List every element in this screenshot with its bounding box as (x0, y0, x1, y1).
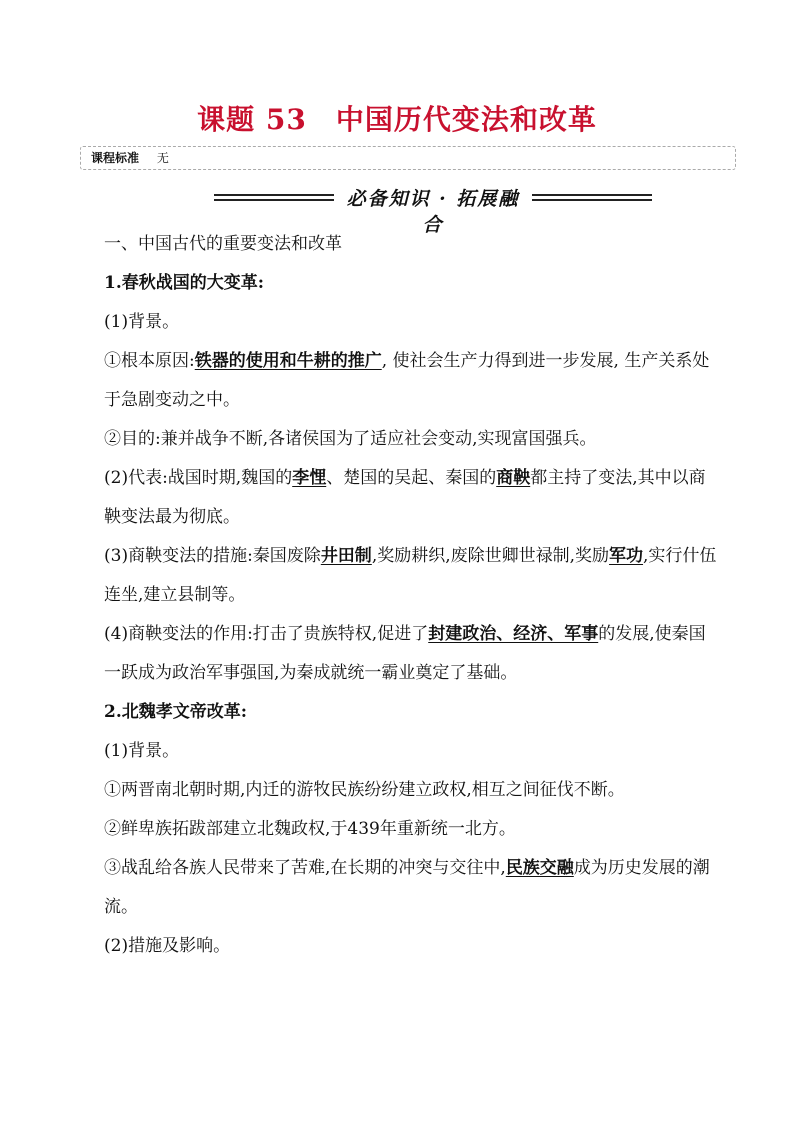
key-term: 铁器的使用和牛耕的推广 (194, 351, 382, 371)
paragraph: (4)商鞅变法的作用:打击了贵族特权,促进了封建政治、经济、军事的发展,使秦国一跃成为政治军事强国,为秦成就统一霸业奠定了基础。 (104, 624, 706, 683)
banner-decoration-right (532, 194, 652, 204)
paragraph: ②鲜卑族拓跋部建立北魏政权,于439年重新统一北方。 (104, 819, 516, 839)
paragraph: (2)措施及影响。 (104, 936, 231, 956)
paragraph: ③战乱给各族人民带来了苦难,在长期的冲突与交往中,民族交融成为历史发展的潮流。 (104, 858, 710, 917)
subsection-heading: 1.春秋战国的大变革: (104, 273, 265, 293)
key-term: 军功 (609, 546, 644, 566)
subsection-heading: 2.北魏孝文帝改革: (104, 702, 248, 722)
paragraph-background: (1)背景。 (104, 312, 180, 332)
curriculum-standard-value: 无 (156, 151, 169, 165)
paragraph: ①根本原因:铁器的使用和牛耕的推广, 使社会生产力得到进一步发展, 生产关系处于急剧变动之中。 (104, 351, 710, 410)
paragraph: ①两晋南北朝时期,内迁的游牧民族纷纷建立政权,相互之间征伐不断。 (104, 780, 625, 800)
key-term: 商鞅 (496, 468, 531, 488)
paragraph: ②目的:兼并战争不断,各诸侯国为了适应社会变动,实现富国强兵。 (104, 429, 597, 449)
section-banner (214, 186, 652, 236)
paragraph: (2)代表:战国时期,魏国的李悝、楚国的吴起、秦国的商鞅都主持了变法,其中以商鞅变法最为彻底。 (104, 468, 706, 527)
section-banner-title: 必备知识 · 拓展融合 (346, 188, 520, 236)
curriculum-standard-box (80, 146, 736, 170)
key-term: 民族交融 (505, 858, 574, 878)
key-term: 封建政治、经济、军事 (428, 624, 599, 644)
banner-decoration-left (214, 194, 334, 204)
section-heading: 一、中国古代的重要变法和改革 (104, 234, 342, 254)
curriculum-standard-label: 课程标准 (91, 151, 140, 165)
document-body (104, 225, 722, 966)
key-term: 李悝 (292, 468, 327, 488)
paragraph-background: (1)背景。 (104, 741, 180, 761)
paragraph: (3)商鞅变法的措施:秦国废除井田制,奖励耕织,废除世卿世禄制,奖励军功,实行什伍连坐,建立县制等。 (104, 546, 717, 605)
page-title: 课题 53 中国历代变法和改革 (197, 103, 597, 136)
key-term: 井田制 (320, 546, 372, 566)
